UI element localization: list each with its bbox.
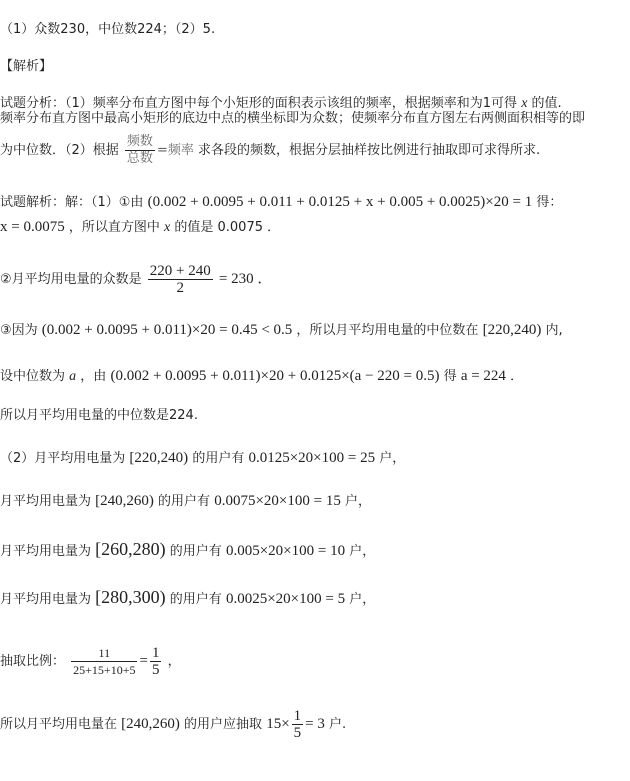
solution-text: ，由 [80,369,107,384]
equation: 0.0125×20×100 = 25 [248,450,376,466]
solution-text: 户， [349,544,376,559]
solution-text: 的用户应抽取 [184,717,263,732]
interval: [220,240) [129,450,189,466]
answer-line [0,21,215,39]
part2-line-4 [0,588,375,609]
answer-text: （1）众数230，中位数224；（2）5. [0,22,216,37]
equation: x = 0.0075 [0,219,65,235]
analysis-line-2 [0,110,585,128]
solution-text: 户， [344,494,371,509]
equation: = 3 [305,716,325,732]
variable-x: x [164,220,171,235]
analysis-text: 频率分布直方图中最高小矩形的底边中点的横坐标即为众数；使频率分布直方图左右两侧面积相等的即 [0,111,586,126]
interval: [240,260) [95,493,154,509]
solution-text: 得： [536,195,563,210]
interval: [260,280) [95,539,166,559]
interval: [240,260) [121,716,180,732]
solution-text: 月平均用电量为 [0,544,92,559]
solution-text: 户. [329,717,347,732]
analysis-line-3 [0,134,540,167]
solution-text: 试题解析：解：（1）①由 [0,195,144,210]
solution-text: 户， [349,592,376,607]
part2-line-3 [0,540,375,561]
solution-text: 的值是 0.0075 ． [174,220,281,235]
analysis-text: 求各段的频数，根据分层抽样按比例进行抽取即可求得所求. [197,143,541,158]
equation: 0.005×20×100 = 10 [225,543,346,559]
solution-text: 所以月平均用电量的中位数是224. [0,408,198,423]
final-line [0,708,346,741]
solution-text: 月平均用电量为 [0,494,92,509]
equation: (0.002 + 0.0095 + 0.011)×20 + 0.0125×(a − 220 = 0.5) [110,368,440,384]
ratio-line [0,645,181,678]
solution-text: 所以月平均用电量在 [0,717,118,732]
equation: = [139,653,148,669]
part2-line-1 [0,449,405,468]
fraction-one-fifth [150,645,162,678]
fraction-mode [148,263,213,296]
equation: = 230 ． [218,271,273,287]
solution-line-2 [0,218,280,237]
solution-text: （2）月平均用电量为 [0,451,126,466]
solution-text: ，所以月平均用电量的中位数在 [296,323,479,338]
variable-x: x [521,96,528,111]
solution-text: 月平均用电量为 [0,592,92,607]
interval: [220,240) [482,322,542,338]
solution-text: ②月平均用电量的众数是 [0,272,142,287]
analysis-text: 试题分析：（1）频率分布直方图中每个小矩形的面积表示该组的频率，根据频率和为1可得 [0,96,518,111]
solution-text: 户， [379,451,406,466]
solution-text: 抽取比例： [0,654,66,669]
solution-text: 设中位数为 [0,369,66,384]
fraction-frequency [125,134,155,167]
equation: (0.002 + 0.0095 + 0.011)×20 = 0.45 < 0.5 [41,322,293,338]
solution-line-3 [0,321,563,340]
solution-text: ， [167,654,181,669]
fraction-denominator: 5 [151,662,160,678]
solution-text: ． [510,369,524,384]
part2-line-2 [0,492,371,511]
solution-text: 内, [545,323,563,338]
solution-text: ，所以直方图中 [68,220,160,235]
solution-text: ③因为 [0,323,38,338]
analysis-text: 的值. [531,96,562,111]
fraction-ratio [71,645,137,678]
solution-text: 得 [443,369,457,384]
equation: 0.0025×20×100 = 5 [225,591,346,607]
equation: a = 224 [460,368,506,384]
jiexi-label: 【解析】 [0,59,53,74]
variable-a: a [69,369,77,384]
solution-line-mode [0,263,272,296]
frequency-equals: =频率 [156,143,194,158]
solution-text: 的用户有 [158,494,211,509]
solution-text: 的用户有 [169,592,222,607]
fraction-denominator: 2 [176,280,185,296]
fraction-numerator: 11 [98,646,111,660]
fraction-numerator: 220 + 240 [149,263,211,279]
fraction-denominator: 25+15+10+5 [73,663,136,677]
fraction-numerator: 1 [151,645,160,661]
fraction-denominator: 5 [293,725,302,741]
solution-text: 的用户有 [192,451,245,466]
solution-line-4 [0,367,523,386]
fraction-denominator: 总数 [126,151,153,166]
equation: 15× [266,716,290,732]
fraction-numerator: 1 [293,708,302,724]
solution-text: 的用户有 [169,544,222,559]
analysis-text: 为中位数．（2）根据 [0,143,119,158]
fraction-one-fifth [292,708,304,741]
solution-line-1 [0,193,562,212]
equation: 0.0075×20×100 = 15 [214,493,341,509]
equation: (0.002 + 0.0095 + 0.011 + 0.0125 + x + 0.005 + 0.0025)×20 = 1 [147,194,533,210]
solution-line-5 [0,407,198,425]
jiexi-label-line [0,58,52,76]
interval: [280,300) [95,587,166,607]
fraction-numerator: 频数 [126,134,153,149]
